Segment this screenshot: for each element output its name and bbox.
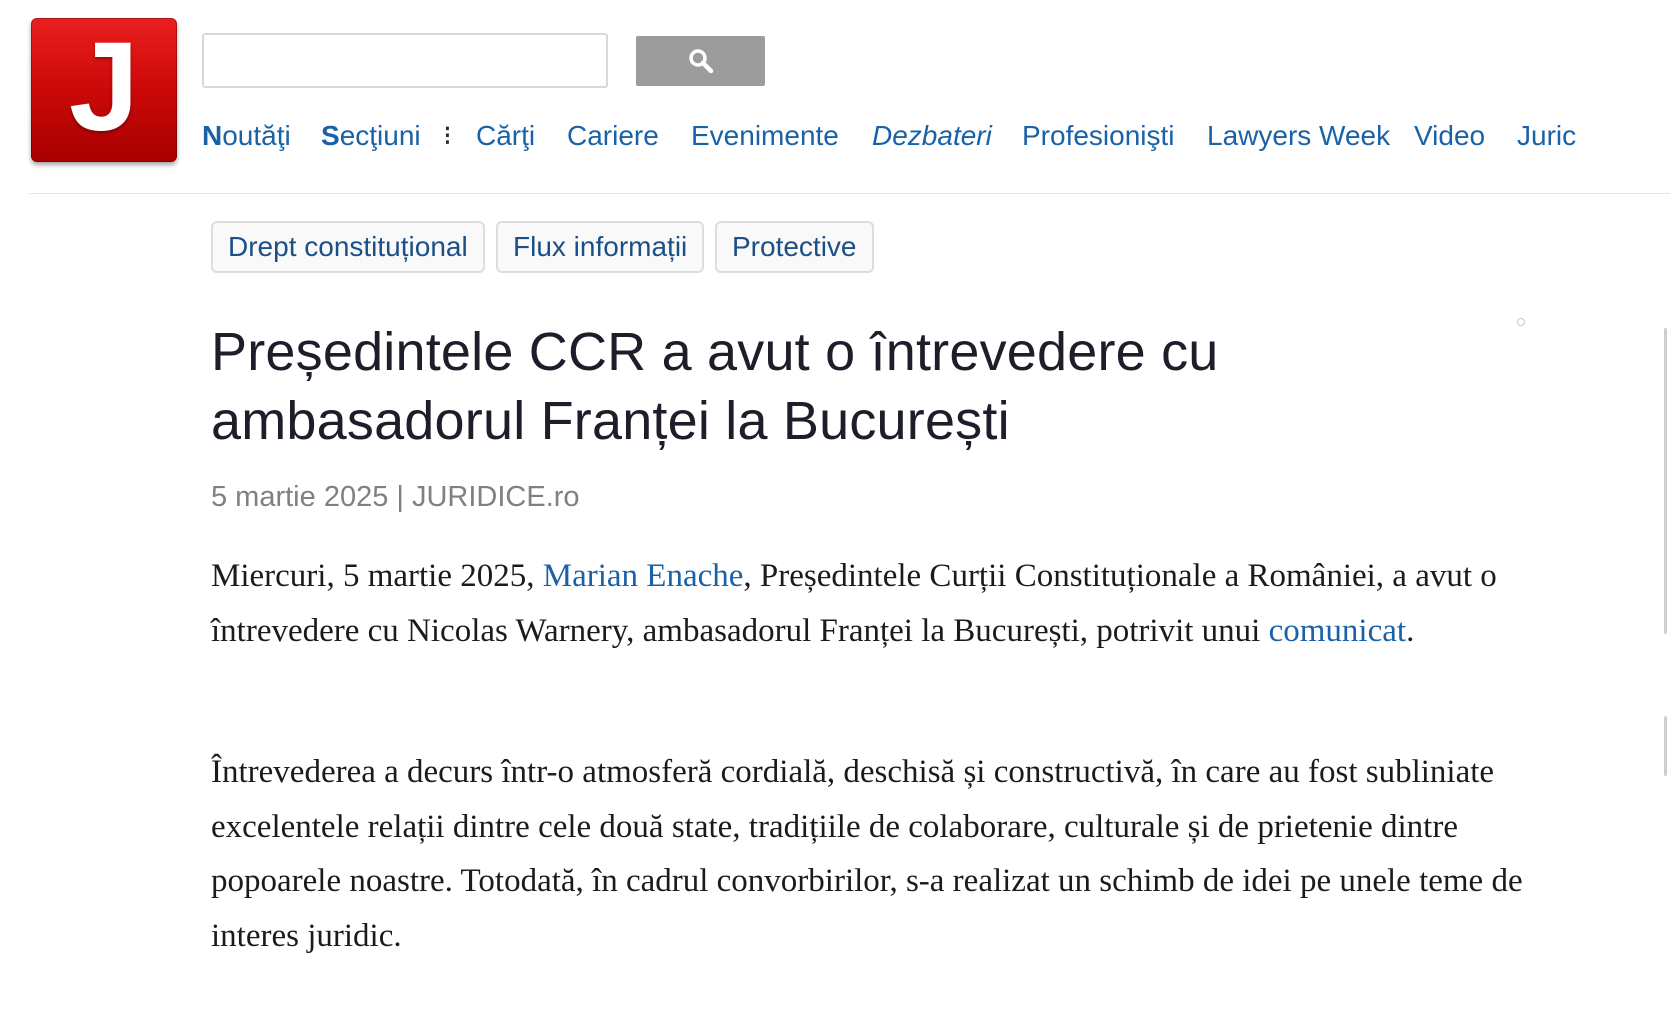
author-link[interactable]: Marian Enache bbox=[542, 558, 744, 594]
site-logo[interactable] bbox=[31, 18, 177, 162]
article-title: Președintele CCR a avut o întrevedere cu ambasadorul Franței la București bbox=[211, 322, 1219, 451]
nav-item-carti[interactable]: Cărţi bbox=[476, 120, 536, 151]
nav-item-profesionisti[interactable]: Profesionişti bbox=[1022, 120, 1175, 151]
search-button[interactable] bbox=[636, 36, 765, 86]
tag-drept-constitutional[interactable]: Drept constituțional bbox=[211, 221, 485, 273]
tag-protective[interactable]: Protective bbox=[715, 221, 874, 273]
nav-item-evenimente[interactable]: Evenimente bbox=[691, 120, 839, 151]
paragraph-text: , Președintele Curții Constituționale a României, a avut o întrevedere cu Nicolas Warnery, ambasadorul Franței la București, potrivit unui bbox=[211, 558, 1497, 649]
side-panel-edge bbox=[1664, 716, 1667, 776]
nav-item-juridice[interactable]: Juric bbox=[1517, 120, 1577, 151]
header-divider bbox=[29, 193, 1670, 194]
paragraph-text: Miercuri, 5 martie 2025, bbox=[211, 558, 543, 594]
paragraph-text: . bbox=[1406, 612, 1415, 649]
article-paragraph-2: Întrevederea a decurs într-o atmosferă cordială, deschisă și constructivă, în care au fost subliniate excelentele relații dintre cele două state, tradițiile de colaborare, culturale și de prietenie dintre popoarele noastre. Totodată, în cadrul convorbirilor, s-a realizat un schimb de idei pe unele teme de interes juridic. bbox=[211, 754, 1523, 954]
nav-item-video[interactable]: Video bbox=[1414, 120, 1486, 151]
more-menu-icon[interactable]: ⁝ bbox=[443, 120, 452, 151]
nav-item-cariere[interactable]: Cariere bbox=[567, 120, 659, 151]
main-nav bbox=[202, 116, 1670, 156]
search-icon bbox=[688, 48, 714, 74]
comunicat-link[interactable]: comunicat bbox=[1268, 612, 1407, 649]
article-paragraph-1 bbox=[211, 549, 1531, 658]
search-input[interactable] bbox=[202, 33, 608, 88]
side-panel-edge bbox=[1664, 328, 1667, 634]
circle-icon bbox=[1517, 318, 1525, 326]
logo-letter: J bbox=[68, 16, 140, 157]
nav-item-dezbateri[interactable]: Dezbateri bbox=[872, 120, 992, 151]
tag-flux-informatii[interactable]: Flux informații bbox=[496, 221, 704, 273]
nav-item-noutati[interactable]: Noutăţi bbox=[202, 120, 291, 151]
nav-item-sectiuni[interactable]: Secţiuni bbox=[321, 120, 421, 151]
article-meta: 5 martie 2025 | JURIDICE.ro bbox=[211, 481, 580, 513]
nav-item-lawyers-week[interactable]: Lawyers Week bbox=[1207, 120, 1391, 151]
